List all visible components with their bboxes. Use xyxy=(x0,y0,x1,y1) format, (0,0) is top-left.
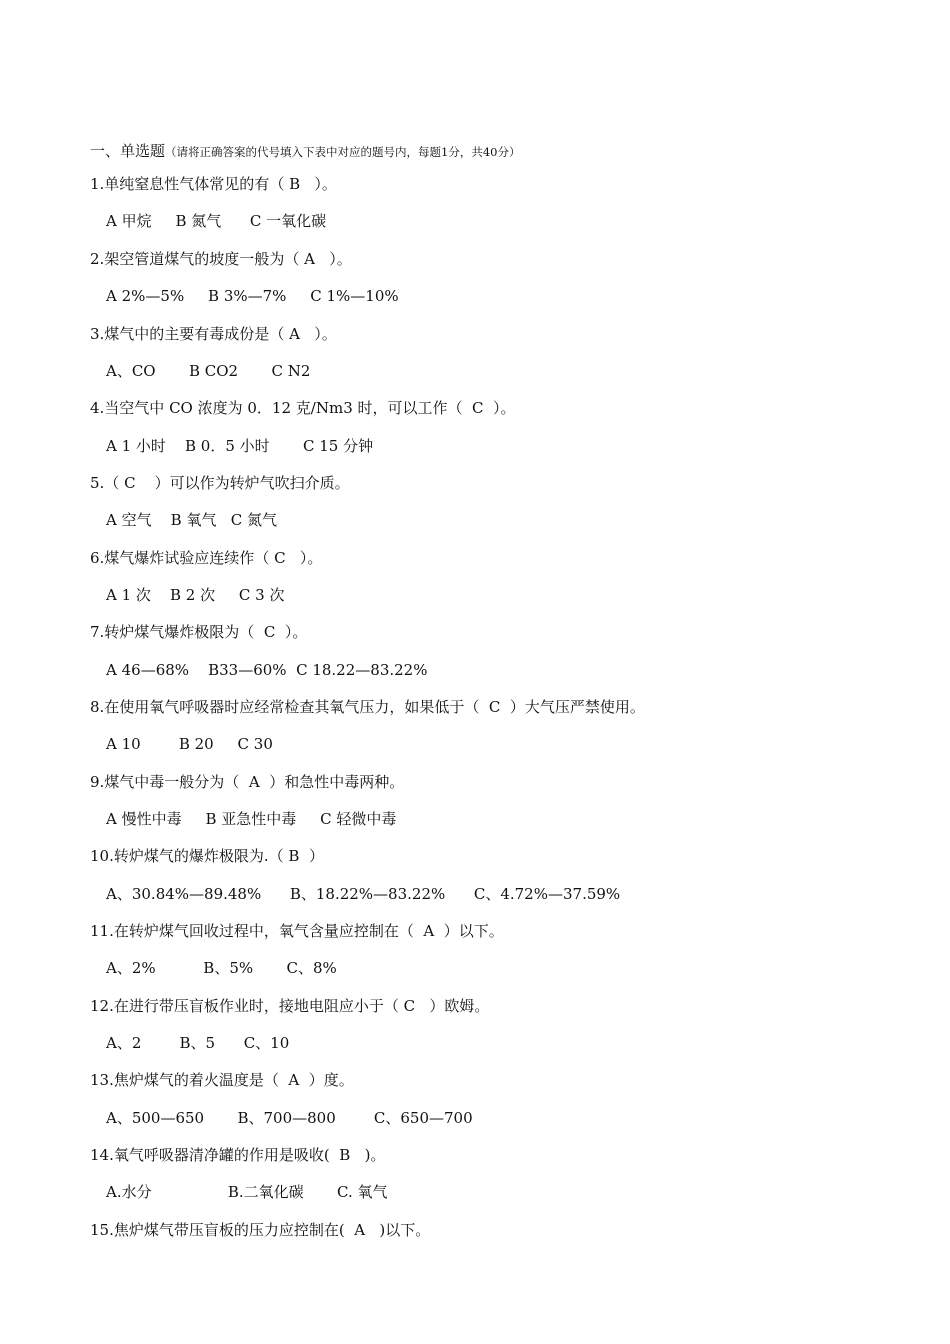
question-4: 4.当空气中 CO 浓度为 0．12 克/Nm3 时，可以工作（ C ）。 xyxy=(90,399,516,417)
question-2: 2.架空管道煤气的坡度一般为（ A ）。 xyxy=(90,250,352,268)
question-6-options: A 1 次 B 2 次 C 3 次 xyxy=(106,586,285,604)
question-7: 7.转炉煤气爆炸极限为（ C ）。 xyxy=(90,623,308,641)
question-7-options: A 46—68% B33—60% C 18.22—83.22% xyxy=(106,661,428,679)
question-14-options: A.水分 B.二氧化碳 C. 氧气 xyxy=(106,1183,388,1201)
question-15: 15.焦炉煤气带压盲板的压力应控制在( A )以下。 xyxy=(90,1221,431,1239)
question-1-options: A 甲烷 B 氮气 C 一氧化碳 xyxy=(106,212,327,230)
question-12: 12.在进行带压盲板作业时，接地电阻应小于（ C ）欧姆。 xyxy=(90,997,490,1015)
question-8-options: A 10 B 20 C 30 xyxy=(106,735,273,753)
section-instructions: （请将正确答案的代号填入下表中对应的题号内，每题1分，共40分） xyxy=(165,145,521,159)
question-9: 9.煤气中毒一般分为（ A ）和急性中毒两种。 xyxy=(90,773,405,791)
question-3-options: A、CO B CO2 C N2 xyxy=(106,362,311,380)
question-11: 11.在转炉煤气回收过程中，氧气含量应控制在（ A ）以下。 xyxy=(90,922,504,940)
question-4-options: A 1 小时 B 0．5 小时 C 15 分钟 xyxy=(106,437,374,455)
question-11-options: A、2% B、5% C、8% xyxy=(106,959,337,977)
question-5: 5.（ C ）可以作为转炉气吹扫介质。 xyxy=(90,474,350,492)
question-14: 14.氧气呼吸器清净罐的作用是吸收( B )。 xyxy=(90,1146,386,1164)
question-1: 1.单纯窒息性气体常见的有（ B ）。 xyxy=(90,175,337,193)
section-title: 一、单选题 xyxy=(90,142,166,160)
question-6: 6.煤气爆炸试验应连续作（ C ）。 xyxy=(90,549,323,567)
question-10-options: A、30.84%—89.48% B、18.22%—83.22% C、4.72%—37.59% xyxy=(106,885,621,903)
question-3: 3.煤气中的主要有毒成份是（ A ）。 xyxy=(90,325,337,343)
question-12-options: A、2 B、5 C、10 xyxy=(106,1034,290,1052)
question-13-options: A、500—650 B、700—800 C、650—700 xyxy=(106,1109,473,1127)
question-5-options: A 空气 B 氧气 C 氮气 xyxy=(106,511,278,529)
question-13: 13.焦炉煤气的着火温度是（ A ）度。 xyxy=(90,1071,354,1089)
question-9-options: A 慢性中毒 B 亚急性中毒 C 轻微中毒 xyxy=(106,810,397,828)
question-8: 8.在使用氧气呼吸器时应经常检查其氧气压力，如果低于（ C ）大气压严禁使用。 xyxy=(90,698,645,716)
section-heading xyxy=(90,140,520,161)
question-10: 10.转炉煤气的爆炸极限为.（ B ） xyxy=(90,847,324,865)
question-2-options: A 2%—5% B 3%—7% C 1%—10% xyxy=(106,287,399,305)
